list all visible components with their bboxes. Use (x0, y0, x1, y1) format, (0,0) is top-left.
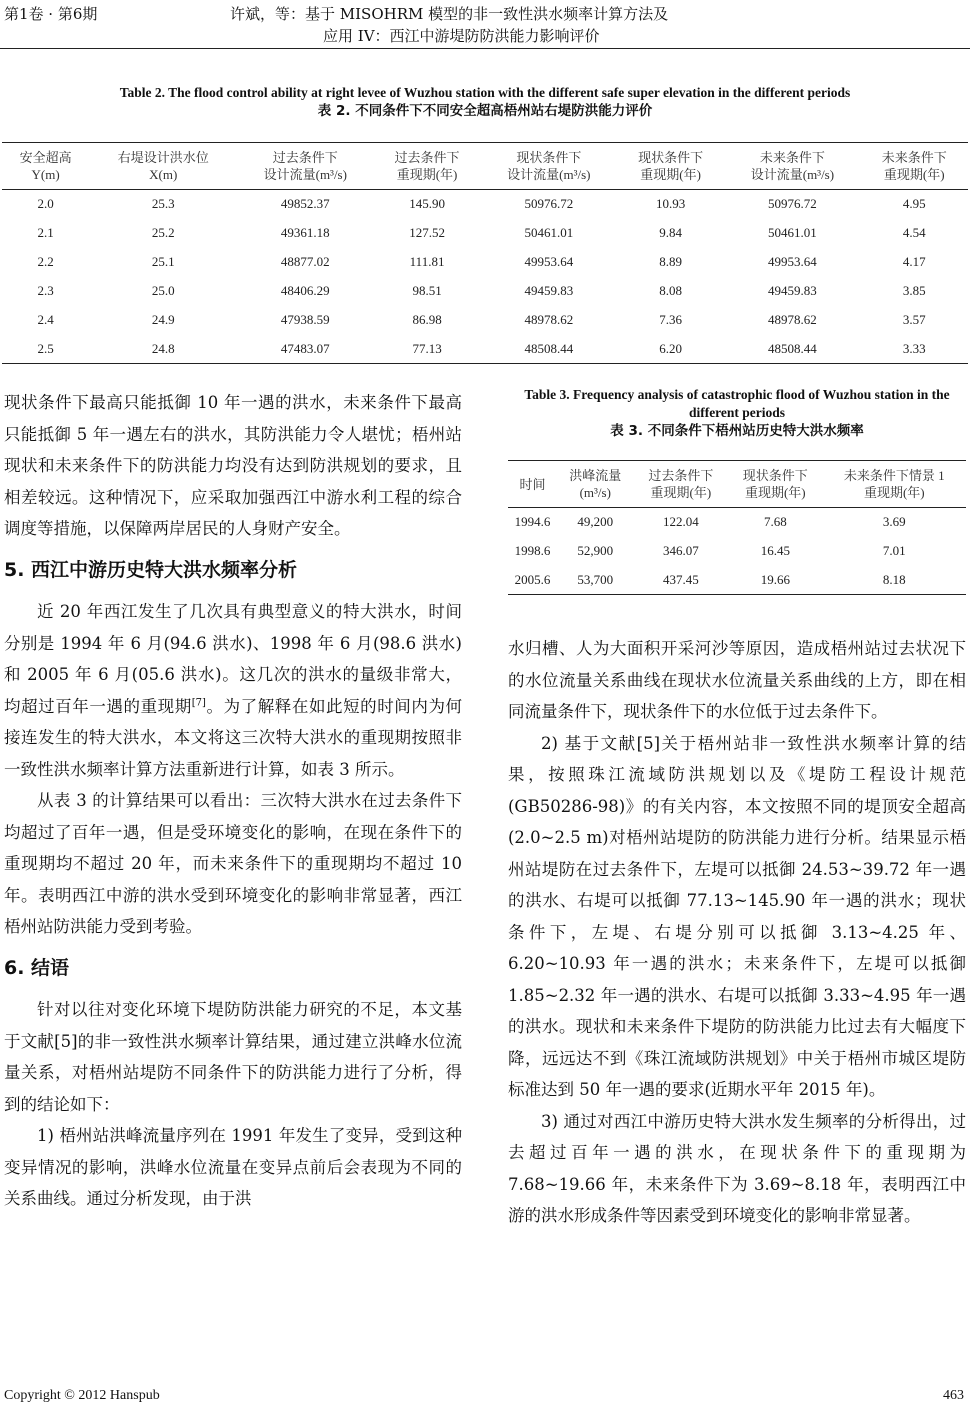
paragraph: 1) 梧州站洪峰流量序列在 1991 年发生了变异，受到这种变异情况的影响，洪峰水位流量在变异点前后会表现为不同的关系曲线。通过分析发现，由于洪 (4, 1126, 462, 1208)
paragraph: 从表 3 的计算结果可以看出：三次特大洪水在过去条件下均超过了百年一遇，但是受环境变化的影响，在现在条件下的重现期均不超过 20 年，而未来条件下的重现期均不超过 10 年。表明西江中游的洪水受到环境变化的影响非常显著，西江梧州站防洪能力受到考验。 (4, 791, 462, 936)
header-line: 时间 (519, 476, 546, 492)
section-heading-5: 5. 西江中游历史特大洪水频率分析 (4, 558, 298, 581)
table3-caption-en: Table 3. Frequency analysis of catastrophic flood of Wuzhou station in the different periods (524, 387, 950, 420)
table-cell: 49852.37 (280, 196, 330, 212)
table-cell: 19.66 (728, 566, 822, 595)
header-line: 洪峰流量 (569, 468, 622, 483)
table2-block (2, 84, 968, 364)
table-cell: 2.5 (2, 335, 89, 364)
table-cell: 16.45 (760, 543, 790, 558)
text: 。为了解释在如此短的时间内为何接连发生的特大洪水，本文将这三次特大洪水的重现期按照非一致性洪水频率计算方法重新进行计算，如表 3 所示。 (4, 696, 463, 779)
table-cell: 8.89 (659, 254, 682, 269)
header-line: 安全超高 (19, 150, 72, 165)
table3-block (508, 386, 966, 595)
table-cell: 2.3 (37, 283, 54, 298)
table-row (508, 537, 966, 566)
header-line: (m³/s) (579, 485, 611, 500)
header-line: 未来条件下 (759, 150, 825, 165)
table-cell: 48978.62 (524, 312, 574, 327)
table-cell: 48406.29 (280, 283, 330, 298)
table-cell: 2.4 (37, 312, 54, 327)
table-cell: 145.90 (409, 196, 445, 212)
page-number: 463 (943, 1388, 964, 1403)
table2 (2, 142, 968, 364)
paragraph: 针对以往对变化环境下堤防防洪能力研究的不足，本文基于文献[5]的非一致性洪水频率计算结果，通过建立洪峰水位流量关系，对梧州站堤防不同条件下的防洪能力进行了分析，得到的结论如下： (4, 1000, 462, 1114)
table-row (508, 566, 966, 595)
column-header (508, 461, 557, 508)
table-cell: 9.84 (659, 225, 682, 240)
column-header (728, 461, 822, 508)
table-cell: 48978.62 (768, 312, 817, 327)
paragraph (4, 596, 462, 785)
left-column (4, 387, 462, 1215)
table-cell: 50461.01 (524, 225, 574, 240)
table-cell: 52,900 (577, 543, 614, 558)
table-cell: 53,700 (557, 566, 634, 595)
citation: [7] (191, 697, 206, 708)
table-cell: 50461.01 (768, 225, 817, 240)
header-line: Y(m) (31, 167, 60, 182)
table-cell: 7.36 (659, 312, 682, 327)
running-header (0, 0, 970, 49)
table-cell: 3.57 (902, 312, 926, 327)
table-cell: 50976.72 (768, 196, 817, 212)
table2-caption-cn: 表 2. 不同条件下不同安全超高梧州站右堤防洪能力评价 (317, 103, 653, 119)
table-cell: 24.9 (151, 312, 175, 327)
table-cell: 3.85 (902, 283, 926, 298)
table-cell: 2.1 (37, 225, 54, 240)
table-cell: 50976.72 (524, 196, 574, 212)
header-row (508, 461, 966, 508)
table3-caption-cn: 表 3. 不同条件下梧州站历史特大洪水频率 (610, 423, 864, 439)
table-row (2, 277, 968, 306)
table-row (2, 335, 968, 364)
table-cell: 111.81 (409, 254, 445, 269)
table-cell: 1994.6 (514, 514, 551, 530)
table-cell: 4.17 (902, 254, 926, 269)
header-line: 设计流量(m³/s) (507, 167, 591, 182)
header-line: 过去条件下 (648, 468, 714, 483)
table-cell: 49,200 (577, 514, 614, 530)
column-header (724, 143, 860, 190)
table-cell: 25.3 (151, 196, 175, 212)
column-header (634, 461, 728, 508)
table-cell: 127.52 (409, 225, 445, 240)
table-cell: 8.08 (659, 283, 682, 298)
header-line: 过去条件下 (394, 150, 460, 165)
table-cell: 25.1 (151, 254, 175, 269)
table-cell: 7.68 (763, 514, 787, 530)
header-line: X(m) (149, 167, 178, 182)
table-cell: 49459.83 (768, 283, 817, 298)
table-cell: 47938.59 (280, 312, 330, 327)
header-line: 右堤设计洪水位 (117, 150, 209, 165)
table-cell: 48508.44 (724, 335, 860, 364)
table-row (2, 306, 968, 335)
table-cell: 4.54 (902, 225, 926, 240)
column-header (89, 143, 237, 190)
table-row (2, 248, 968, 277)
table3 (508, 460, 966, 595)
table-cell: 6.20 (617, 335, 725, 364)
column-header (617, 143, 725, 190)
header-row (2, 143, 968, 190)
header-title-line1: 许斌，等：基于 MISOHRM 模型的非一致性洪水频率计算方法及 (230, 5, 669, 23)
header-line: 未来条件下 (881, 150, 947, 165)
table2-caption-en: Table 2. The flood control ability at right levee of Wuzhou station with the different safe super elevation in the different periods (119, 85, 851, 100)
header-line: 现状条件下 (742, 468, 808, 483)
column-header (2, 143, 89, 190)
header-line: 重现期(年) (640, 167, 701, 182)
paragraph: 3) 通过对西江中游历史特大洪水发生频率的分析得出，过去超过百年一遇的洪水，在现状条件下的重现期为 7.68~19.66 年，未来条件下为 3.69~8.18 年，表明西江中游的洪水形成条件等因素受到环境变化的影响非常显著。 (508, 1111, 966, 1225)
table-cell: 25.0 (151, 283, 175, 298)
column-header (823, 461, 966, 508)
table-cell: 3.69 (882, 514, 906, 530)
table-row (2, 190, 968, 219)
table-cell: 437.45 (634, 566, 728, 595)
table-row (508, 508, 966, 537)
header-title-line2: 应用 IV：西江中游堤防防洪能力影响评价 (323, 27, 600, 45)
header-line: 重现期(年) (863, 485, 925, 500)
table-cell: 48877.02 (280, 254, 330, 269)
table-cell: 2.2 (37, 254, 54, 269)
table-row (2, 219, 968, 248)
header-line: 未来条件下情景 1 (843, 468, 945, 483)
header-line: 重现期(年) (396, 167, 458, 182)
right-column (508, 633, 966, 1232)
table-cell: 3.33 (860, 335, 968, 364)
volume-issue: 第1卷 · 第6期 (4, 5, 98, 23)
column-header (373, 143, 481, 190)
table-cell: 49953.64 (768, 254, 817, 269)
header-line: 过去条件下 (272, 150, 338, 165)
header-line: 现状条件下 (516, 150, 582, 165)
table-cell: 346.07 (662, 543, 699, 558)
header-line: 重现期(年) (744, 485, 806, 500)
paragraph: 水归槽、人为大面积开采河沙等原因，造成梧州站过去状况下的水位流量关系曲线在现状水位流量关系曲线的上方，即在相同流量条件下，现状条件下的水位低于过去条件下。 (508, 639, 966, 721)
table-cell: 49459.83 (524, 283, 574, 298)
table-cell: 10.93 (656, 196, 686, 212)
table-cell: 77.13 (373, 335, 481, 364)
table-cell: 49953.64 (524, 254, 574, 269)
header-line: 重现期(年) (883, 167, 945, 182)
text: 近 20 年西江发生了几次具有典型意义的特大洪水，时间分别是 1994 年 6 月(94.6 洪水)、1998 年 6 月(98.6 洪水)和 2005 年 6 月(05.6 洪水)。这几次的洪水的量级非常大，均超过百年一遇的重现期 (4, 602, 462, 716)
header-line: 设计流量(m³/s) (263, 167, 347, 182)
table-cell: 8.18 (823, 566, 966, 595)
table-cell: 24.8 (89, 335, 237, 364)
table-cell: 122.04 (662, 514, 699, 530)
table-cell: 2.0 (37, 196, 54, 212)
header-line: 现状条件下 (638, 150, 704, 165)
table-cell: 48508.44 (481, 335, 617, 364)
header-line: 设计流量(m³/s) (750, 167, 835, 182)
table-cell: 7.01 (882, 543, 906, 558)
table-cell: 47483.07 (237, 335, 373, 364)
table-cell: 25.2 (151, 225, 175, 240)
column-header (481, 143, 617, 190)
table-cell: 2005.6 (508, 566, 557, 595)
paragraph: 现状条件下最高只能抵御 10 年一遇的洪水，未来条件下最高只能抵御 5 年一遇左右的洪水，其防洪能力令人堪忧；梧州站现状和未来条件下的防洪能力均没有达到防洪规划的要求，且相差较远。这种情况下，应采取加强西江中游水利工程的综合调度等措施，以保障两岸居民的人身财产安全。 (4, 393, 462, 538)
copyright: Copyright © 2012 Hanspub (4, 1388, 160, 1403)
table-cell: 49361.18 (280, 225, 330, 240)
table-cell: 98.51 (412, 283, 442, 298)
paragraph: 2) 基于文献[5]关于梧州站非一致性洪水频率计算的结果，按照珠江流域防洪规划以及《堤防工程设计规范(GB50286-98)》的有关内容，本文按照不同的堤顶安全超高(2.0~2.5 m)对梧州站堤防的防洪能力进行分析。结果显示梧州站堤防在过去条件下，左堤可以抵御 24.53~39.72 年一遇的洪水、右堤可以抵御 77.13~145.90 年一遇的洪水；现状条件下，左堤、右堤分别可以抵御 3.13~4.25 年、6.20~10.93 年一遇的洪水；未来条件下，左堤可以抵御 1.85~2.32 年一遇的洪水、右堤可以抵御 3.33~4.95 年一遇的洪水。现状和未来条件下堤防的防洪能力比过去有大幅度下降，远远达不到《珠江流域防洪规划》中关于梧州市城区堤防标准达到 50 年一遇的要求(近期水平年 2015 年)。 (508, 733, 966, 1099)
table-cell: 86.98 (412, 312, 442, 327)
table-cell: 1998.6 (514, 543, 551, 558)
header-line: 重现期(年) (650, 485, 712, 500)
column-header (237, 143, 373, 190)
section-heading-6: 6. 结语 (4, 956, 70, 979)
column-header (557, 461, 634, 508)
table-cell: 4.95 (902, 196, 926, 212)
column-header (860, 143, 968, 190)
